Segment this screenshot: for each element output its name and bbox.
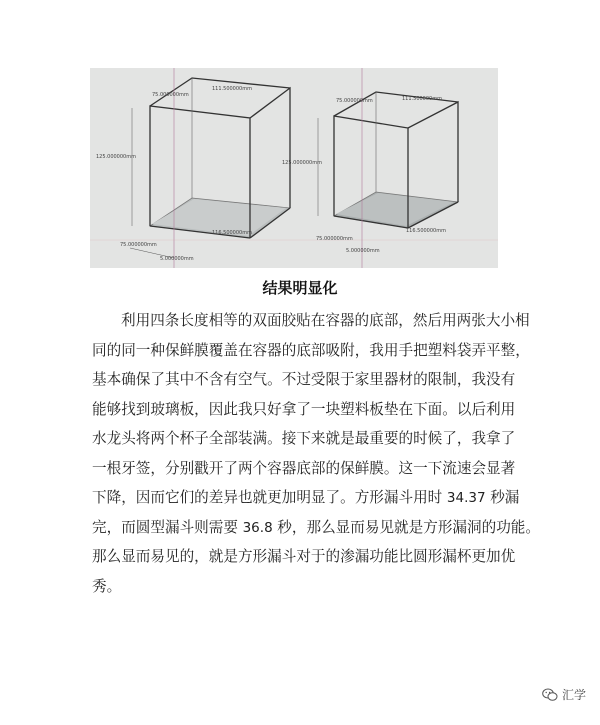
body-paragraph — [92, 306, 540, 601]
container-diagram — [90, 68, 498, 268]
watermark — [542, 686, 586, 703]
right-bottom-width-label: 75.000000mm — [316, 236, 353, 242]
paragraph-line: 水龙头将两个杯子全部装满。接下来就是最重要的时候了，我拿了 — [92, 430, 516, 447]
line-segment: 完，而圆型漏斗则需要 — [92, 518, 238, 536]
paragraph-line — [92, 483, 524, 513]
left-offset-label: 5.000000mm — [160, 256, 194, 262]
paragraph-line — [92, 513, 540, 543]
left-height-label: 125.000000mm — [96, 154, 136, 160]
left-depth-label: 111.500000mm — [212, 86, 252, 92]
line-segment: 秒，那么显而易见就是方形漏洞的功能。 — [277, 518, 540, 536]
right-offset-label: 5.000000mm — [346, 248, 380, 254]
right-width-label: 75.000000mm — [336, 98, 373, 104]
left-width-label: 75.000000mm — [152, 92, 189, 98]
paragraph-line: 利用四条长度相等的双面胶贴在容器的底部，然后用两张大小相 — [121, 312, 530, 329]
paragraph-line: 同的同一种保鲜膜覆盖在容器的底部吸附，我用手把塑料袋弄平整， — [92, 341, 530, 359]
round-funnel-time: 36.8 — [242, 519, 273, 536]
paragraph-line: 能够找到玻璃板，因此我只好拿了一块塑料板垫在下面。以后利用 — [92, 400, 516, 418]
right-height-label: 125.000000mm — [282, 160, 322, 166]
paragraph-line: 那么显而易见的，就是方形漏斗对于的渗漏功能比圆形漏杯更加优 — [92, 548, 516, 565]
paragraph-line: 基本确保了其中不含有空气。不过受限于家里器材的限制，我没有 — [92, 371, 516, 388]
wechat-icon — [542, 688, 558, 702]
watermark-text: 汇学 — [561, 688, 586, 702]
square-funnel-time: 34.37 — [446, 490, 486, 506]
left-bottom-depth-label: 116.500000mm — [212, 230, 252, 236]
paragraph-line: 一根牙签，分别戳开了两个容器底部的保鲜膜。这一下流速会显著 — [92, 459, 516, 477]
line-segment: 秒漏 — [490, 489, 520, 506]
box-diagrams — [90, 68, 498, 268]
paragraph-line: 秀。 — [92, 577, 122, 595]
section-heading: 结果明显化 — [262, 279, 338, 297]
right-depth-label: 111.500000mm — [402, 96, 442, 102]
left-bottom-width-label: 75.000000mm — [120, 242, 157, 248]
right-bottom-depth-label: 116.500000mm — [406, 228, 446, 234]
line-segment: 下降，因而它们的差异也就更加明显了。方形漏斗用时 — [92, 489, 443, 506]
